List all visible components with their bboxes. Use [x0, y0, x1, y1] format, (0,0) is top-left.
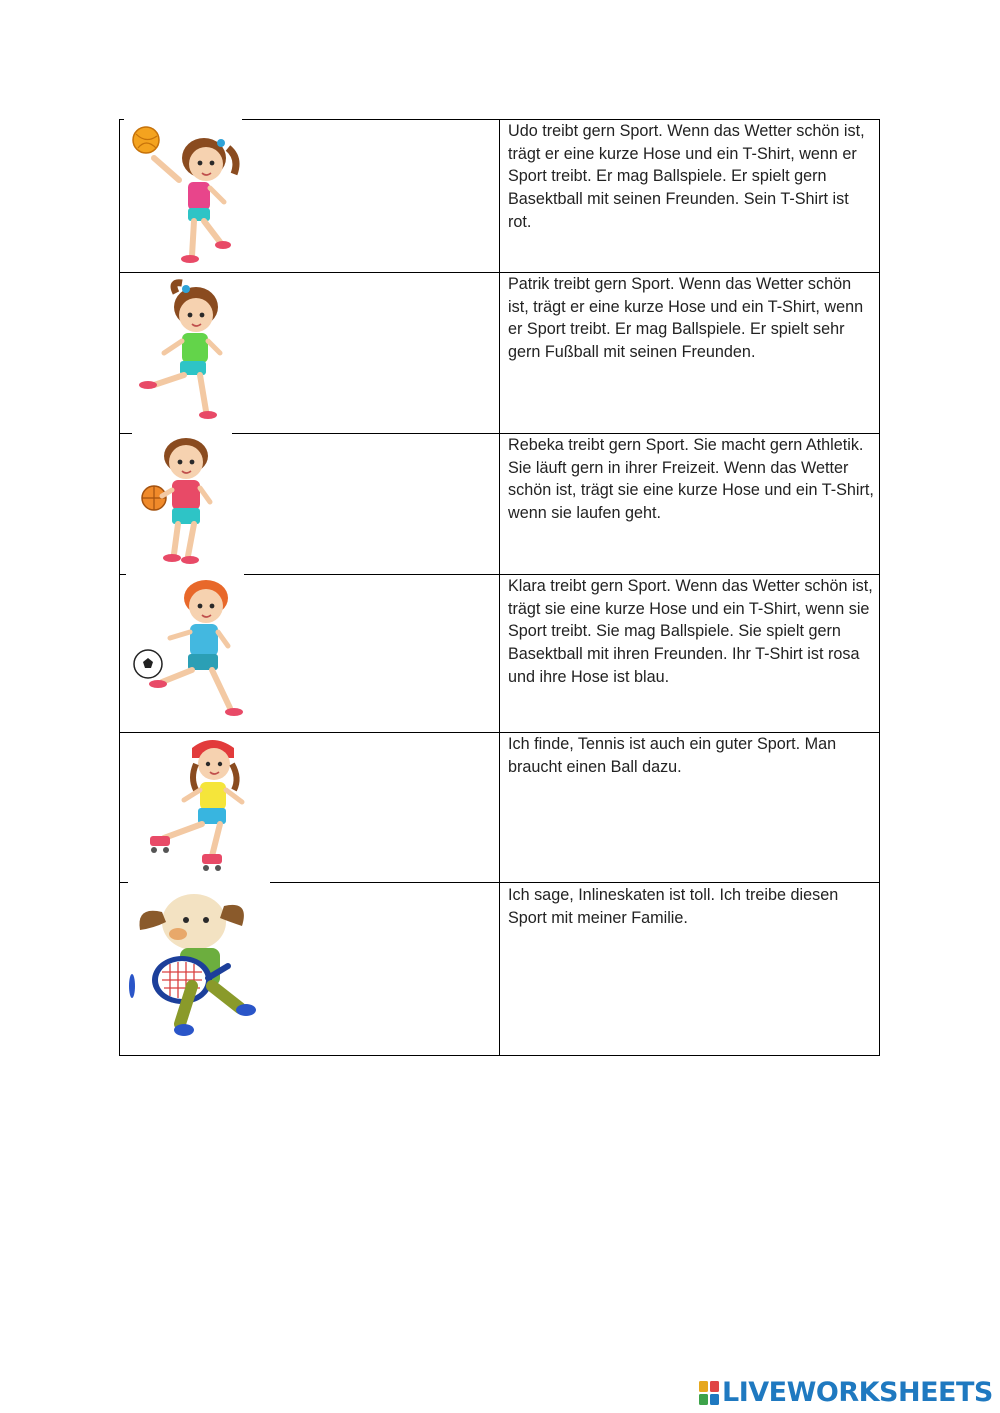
liveworksheets-logo-icon — [698, 1380, 720, 1406]
liveworksheets-brand — [698, 1377, 993, 1409]
girl-volleyball-illustration — [124, 118, 242, 268]
boy-basketball-illustration — [132, 432, 232, 572]
brand-name: LIVEWORKSHEETS — [722, 1377, 993, 1408]
table-border-left — [119, 119, 120, 1056]
row-text: Klara treibt gern Sport. Wenn das Wetter schön ist, trägt sie eine kurze Hose und ein T-Shirt, wenn sie Sport treibt. Sie mag Ballspiele. Sie spielt gern Basektball mit ihren Freunden. Ihr T-Shirt ist rosa und ihre Hose ist blau. — [508, 577, 873, 686]
row-text: Patrik treibt gern Sport. Wenn das Wetter schön ist, trägt er eine kurze Hose und ein T-Shirt, wenn er Sport treibt. Er mag Ballspiele. Er spielt sehr gern Fußball mit seinen Freunden. — [508, 275, 864, 362]
row-text: Rebeka treibt gern Sport. Sie macht gern Athletik. Sie läuft gern in ihrer Freizeit. Wenn das Wetter schön ist, trägt sie eine kurze Hose und ein T-Shirt, wenn sie laufen geht. — [508, 436, 874, 523]
girl-running-illustration — [124, 275, 239, 430]
row-text: Udo treibt gern Sport. Wenn das Wetter schön ist, trägt er eine kurze Hose und ein T-Shirt, wenn er Sport treibt. Er mag Ballspiele. Er spielt gern Basektball mit seinen Freunden. Sein T-Shirt ist rot. — [508, 122, 865, 231]
table-border-right — [879, 119, 880, 1056]
girl-inline-skating-illustration — [134, 734, 250, 880]
row-text: Ich finde, Tennis ist auch ein guter Sport. Man braucht einen Ball dazu. — [508, 735, 837, 776]
column-divider — [499, 119, 500, 1056]
dog-tennis-illustration — [128, 882, 270, 1054]
boy-football-illustration — [126, 574, 244, 730]
row-text: Ich sage, Inlineskaten ist toll. Ich treibe diesen Sport mit meiner Familie. — [508, 886, 839, 927]
